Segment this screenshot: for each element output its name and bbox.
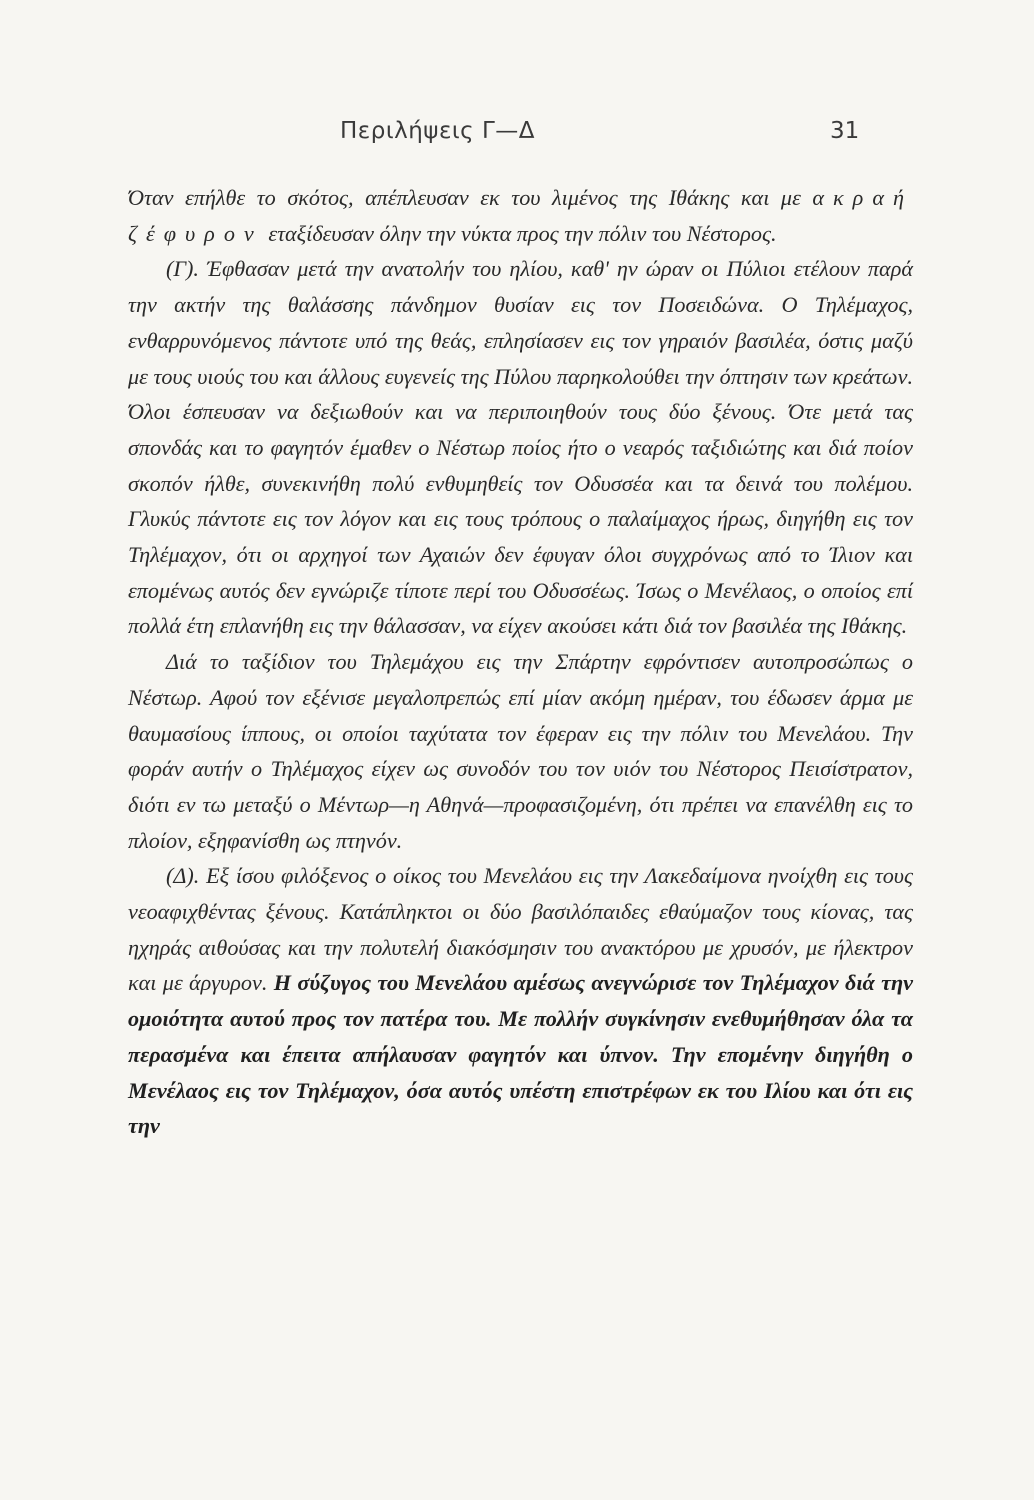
paragraph-1-end: εταξίδευσαν όλην την νύκτα προς την πόλιν του Νέστορος. <box>262 220 777 246</box>
body-text <box>128 180 913 1144</box>
paragraph-4-end: Η σύζυγος του Μενελάου αμέσως ανεγνώρισε τον Τηλέμαχον διά την ομοιότητα αυτού προς τον πατέρα του. Με πολλήν συγκίνησιν ενεθυμήθησαν όλα τα περασμένα και έπειτα απήλαυσαν φαγητόν και ύπνον. Την επομένην διηγήθη ο Μενέλαος εις τον Τηλέμαχον, όσα αυτός υπέστη επιστρέφων εκ του Ιλίου και ότι εις την <box>128 970 913 1139</box>
emphasized-phrase: ακραή ζέφυρον <box>128 185 913 246</box>
running-head: Περιλήψεις Γ—Δ <box>340 118 536 144</box>
paragraph-1 <box>128 180 913 251</box>
page-number: 31 <box>830 118 860 144</box>
paragraph-2: (Γ). Έφθασαν μετά την ανατολήν του ηλίου, καθ' ην ώραν οι Πύλιοι ετέλουν παρά την ακτήν της θαλάσσης πάνδημον θυσίαν εις τον Ποσειδώνα. Ο Τηλέμαχος, ενθαρρυνόμενος πάντοτε υπό της θεάς, επλησίασεν εις τον γηραιόν βασιλέα, όστις μαζύ με τους υιούς του και άλλους ευγενείς της Πύλου παρηκολούθει την όπτησιν των κρεάτων. Όλοι έσπευσαν να δεξιωθούν και να περιποιηθούν τους δύο ξένους. Ότε μετά τας σπονδάς και το φαγητόν έμαθεν ο Νέστωρ ποίος ήτο ο νεαρός ταξιδιώτης και διά ποίον σκοπόν ήλθε, συνεκινήθη πολύ ενθυμηθείς τον Οδυσσέα και τα δεινά του πολέμου. Γλυκύς πάντοτε εις τον λόγον και εις τους τρόπους ο παλαίμαχος ήρως, διηγήθη εις τον Τηλέμαχον, ότι οι αρχηγοί των Αχαιών δεν έφυγαν όλοι συγχρόνως από το Ίλιον και επομένως αυτός δεν εγνώριζε τίποτε περί του Οδυσσέως. Ίσως ο Μενέλαος, ο οποίος επί πολλά έτη επλανήθη εις την θάλασσαν, να είχεν ακούσει κάτι διά τον βασιλέα της Ιθάκης. <box>128 256 913 639</box>
paragraph-4-start: (Δ). Εξ ίσου φιλόξενος ο οίκος του Μενελάου εις την Λακεδαίμονα ηνοίχθη εις τους νεοαφιχθέντας ξένους. Κατάπληκτοι οι δύο βασιλόπαιδες εθαύμαζον τους κίονας, τας ηχηράς αιθούσας και την πολυτελή διακόσμησιν του ανακτόρου με χρυσόν, με ήλεκτρον και με άργυρον. <box>128 863 913 996</box>
paragraph-1-start: Όταν επήλθε το σκότος, απέπλευσαν εκ του λιμένος της Ιθάκης και με <box>128 185 813 210</box>
paragraph-3: Διά το ταξίδιον του Τηλεμάχου εις την Σπάρτην εφρόντισεν αυτοπροσώπως ο Νέστωρ. Αφού τον εξένισε μεγαλοπρεπώς επί μίαν ακόμη ημέραν, του έδωσεν άρμα με θαυμασίους ίππους, οι οποίοι ταχύτατα τον έφεραν εις την πόλιν του Μενελάου. Την φοράν αυτήν ο Τηλέμαχος είχεν ως συνοδόν του τον υιόν του Νέστορος Πεισίστρατον, διότι εν τω μεταξύ ο Μέντωρ—η Αθηνά—προφασιζομένη, ότι πρέπει να επανέλθη εις το πλοίον, εξηφανίσθη ως πτηνόν. <box>128 649 913 853</box>
paragraph-4 <box>128 858 913 1144</box>
